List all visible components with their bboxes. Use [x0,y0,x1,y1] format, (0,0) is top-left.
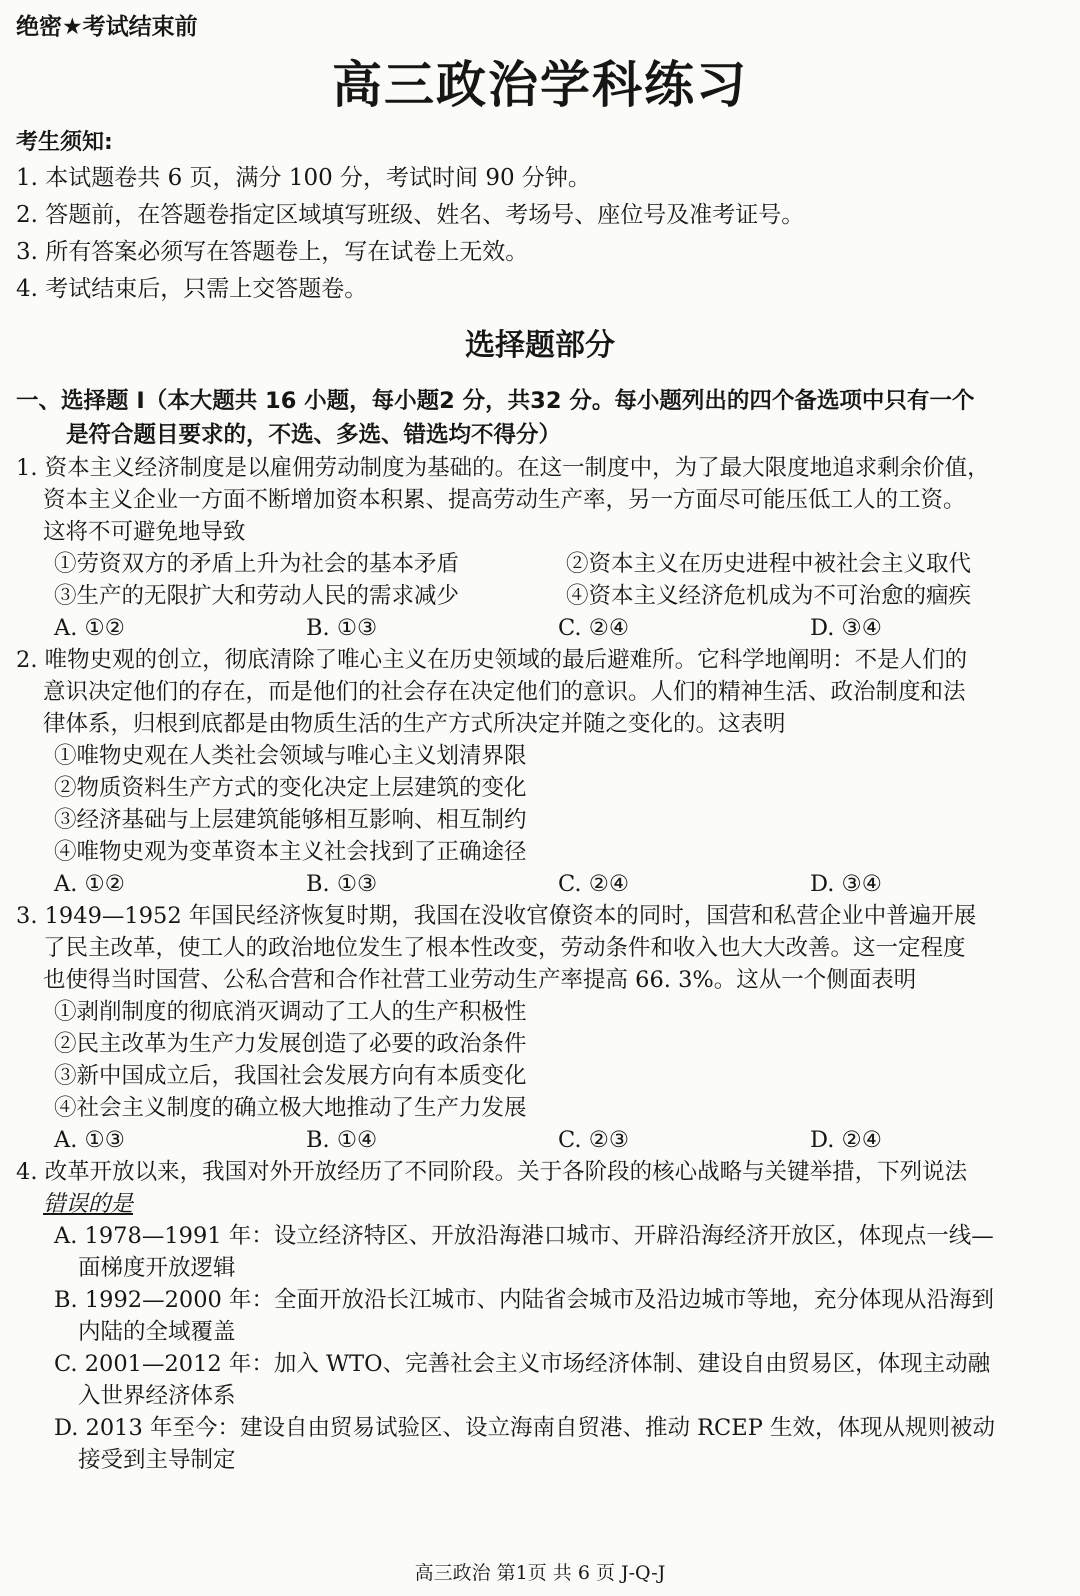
option-line: 内陆的全域覆盖 [78,1319,236,1345]
answer-choices [16,1124,1066,1156]
stem-line: 律体系，归根到底都是由物质生活的生产方式所决定并随之变化的。这表明 [43,711,786,737]
long-option-c[interactable] [16,1348,1066,1412]
question-stem [16,644,1066,740]
notice-list [16,160,1066,308]
statement-item: ②物质资料生产方式的变化决定上层建筑的变化 [54,775,527,801]
choice-a[interactable]: A. ①② [54,871,125,897]
notice-item: 2. 答题前，在答题卷指定区域填写班级、姓名、考场号、座位号及准考证号。 [16,202,805,228]
part-instructions-line: 是符合题目要求的，不选、多选、错选均不得分） [66,422,562,448]
option-line: C. 2001—2012 年：加入 WTO、完善社会主义市场经济体制、建设自由贸易区，体现主动融 [54,1351,991,1377]
question-3 [16,900,1066,1156]
option-line: D. 2013 年至今：建设自由贸易试验区、设立海南自贸港、推动 RCEP 生效，体现从规则被动 [54,1415,995,1441]
notice-heading: 考生须知: [16,130,113,155]
question-4 [16,1156,1066,1476]
stem-line: 意识决定他们的存在，而是他们的社会存在决定他们的意识。人们的精神生活、政治制度和法 [43,679,966,705]
option-line: A. 1978—1991 年：设立经济特区、开放沿海港口城市、开辟沿海经济开放区，体现点一线— [54,1223,994,1249]
confidential-label: 绝密★考试结束前 [16,14,198,40]
choice-c[interactable]: C. ②④ [558,871,630,897]
question-stem [16,452,1066,548]
stem-line [16,1188,1066,1220]
stem-line: 这将不可避免地导致 [43,519,246,545]
long-option-b[interactable] [16,1284,1066,1348]
question-2 [16,644,1066,900]
statement-item: ①唯物史观在人类社会领域与唯心主义划清界限 [54,743,527,769]
statement-row [16,548,1066,580]
choice-b[interactable]: B. ①④ [306,1127,378,1153]
choice-b[interactable]: B. ①③ [306,871,378,897]
part-instructions-line: 一、选择题 I（本大题共 16 小题，每小题2 分，共32 分。每小题列出的四个备选项中只有一个 [16,388,975,414]
stem-line: 也使得当时国营、公私合营和合作社营工业劳动生产率提高 66. 3%。这从一个侧面表明 [43,967,917,993]
question-1 [16,452,1066,644]
page-footer: 高三政治 第1页 共 6 页 J-Q-J [414,1562,666,1584]
choice-a[interactable]: A. ①③ [54,1127,125,1153]
long-option-a[interactable] [16,1220,1066,1284]
statement-item: ②民主改革为生产力发展创造了必要的政治条件 [54,1031,527,1057]
stem-line: 了民主改革，使工人的政治地位发生了根本性改变，劳动条件和收入也大大改善。这一定程度 [43,935,966,961]
statement-row [16,580,1066,612]
stem-line: 3. 1949—1952 年国民经济恢复时期，我国在没收官僚资本的同时，国营和私营企业中普遍开展 [16,903,977,929]
option-line: 面梯度开放逻辑 [78,1255,236,1281]
choice-b[interactable]: B. ①③ [306,615,378,641]
choice-d[interactable]: D. ②④ [810,1127,882,1153]
stem-line: 1. 资本主义经济制度是以雇佣劳动制度为基础的。在这一制度中，为了最大限度地追求剩余价值， [16,455,990,481]
exam-title: 高三政治学科练习 [332,56,748,114]
answer-choices [16,612,1066,644]
stem-line: 4. 改革开放以来，我国对外开放经历了不同阶段。关于各阶段的核心战略与关键举措，下列说法 [16,1159,968,1185]
choice-c[interactable]: C. ②③ [558,1127,630,1153]
statement-item: ④资本主义经济危机成为不可治愈的痼疾 [566,583,972,609]
stem-line: 资本主义企业一方面不断增加资本积累、提高劳动生产率，另一方面尽可能压低工人的工资。 [43,487,966,513]
notice-item: 4. 考试结束后，只需上交答题卷。 [16,276,368,302]
part-instructions [16,384,1066,452]
choice-c[interactable]: C. ②④ [558,615,630,641]
statement-item: ②资本主义在历史进程中被社会主义取代 [566,551,972,577]
question-list [16,452,1066,1476]
question-stem [16,1156,1066,1220]
stem-emphasis: 错误的是 [43,1191,134,1217]
option-line: 入世界经济体系 [78,1383,236,1409]
statement-item: ③新中国成立后，我国社会发展方向有本质变化 [54,1063,527,1089]
statement-item: ④唯物史观为变革资本主义社会找到了正确途径 [54,839,527,865]
statement-item: ①剥削制度的彻底消灭调动了工人的生产积极性 [54,999,527,1025]
statement-item: ①劳资双方的矛盾上升为社会的基本矛盾 [54,551,460,577]
choice-d[interactable]: D. ③④ [810,615,882,641]
choice-d[interactable]: D. ③④ [810,871,882,897]
long-option-d[interactable] [16,1412,1066,1476]
option-line: B. 1992—2000 年：全面开放沿长江城市、内陆省会城市及沿边城市等地，充分体现从沿海到 [54,1287,995,1313]
choice-a[interactable]: A. ①② [54,615,125,641]
statement-item: ③经济基础与上层建筑能够相互影响、相互制约 [54,807,527,833]
notice-item: 1. 本试题卷共 6 页，满分 100 分，考试时间 90 分钟。 [16,165,591,191]
question-stem [16,900,1066,996]
statement-item: ④社会主义制度的确立极大地推动了生产力发展 [54,1095,527,1121]
option-line: 接受到主导制定 [78,1447,236,1473]
section-title: 选择题部分 [465,328,615,363]
answer-choices [16,868,1066,900]
notice-item: 3. 所有答案必须写在答题卷上，写在试卷上无效。 [16,239,529,265]
stem-line: 2. 唯物史观的创立，彻底清除了唯心主义在历史领域的最后避难所。它科学地阐明：不是人们的 [16,647,968,673]
statement-item: ③生产的无限扩大和劳动人民的需求减少 [54,583,460,609]
